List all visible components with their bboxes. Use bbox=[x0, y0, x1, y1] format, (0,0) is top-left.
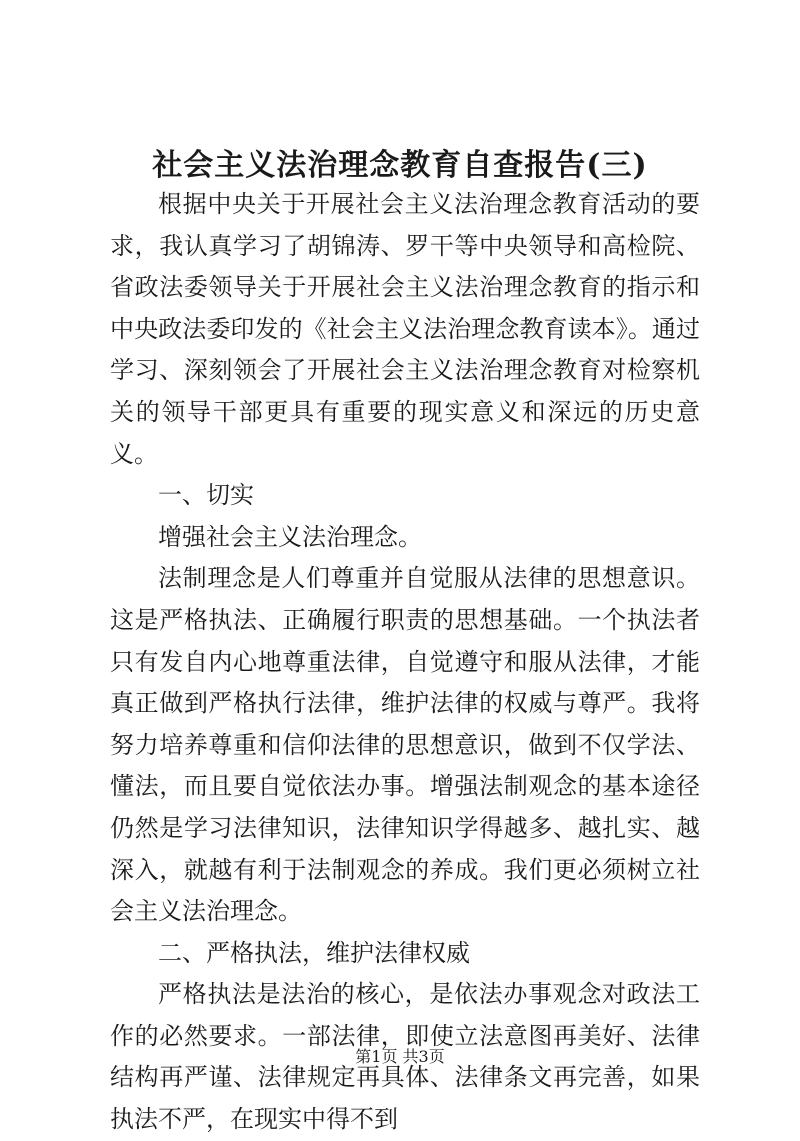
document-body bbox=[110, 184, 700, 1141]
document-title: 社会主义法治理念教育自查报告(三) bbox=[152, 148, 648, 183]
paragraph-strict-enforcement: 严格执法是法治的核心，是依法办事观念对政法工作的必然要求。一部法律，即使立法意图再美好、法律结构再严谨、法律规定再具体、法律条文再完善，如果执法不严，在现实中得不到 bbox=[110, 980, 700, 1134]
section-heading-1: 一、切实 bbox=[158, 481, 254, 510]
paragraph-heading-continuation: 增强社会主义法治理念。 bbox=[158, 522, 422, 551]
section-heading-2: 二、严格执法，维护法律权威 bbox=[158, 938, 470, 967]
page-footer: 第1页 共3页 bbox=[355, 1047, 445, 1066]
paragraph-legal-concept: 法制理念是人们尊重并自觉服从法律的思想意识。这是严格执法、正确履行职责的思想基础。一个执法者只有发自内心地尊重法律，自觉遵守和服从法律，才能真正做到严格执行法律，维护法律的权威与尊严。我将努力培养尊重和信仰法律的思想意识，做到不仅学法、懂法，而且要自觉依法办事。增强法制观念的基本途径仍然是学习法律知识，法律知识学得越多、越扎实、越深入，就越有利于法制观念的养成。我们更必须树立社会主义法治理念。 bbox=[110, 564, 700, 926]
paragraph-intro: 根据中央关于开展社会主义法治理念教育活动的要求，我认真学习了胡锦涛、罗干等中央领导和高检院、省政法委领导关于开展社会主义法治理念教育的指示和中央政法委印发的《社会主义法治理念教育读本》。通过学习、深刻领会了开展社会主义法治理念教育对检察机关的领导干部更具有重要的现实意义和深远的历史意义。 bbox=[110, 190, 700, 468]
